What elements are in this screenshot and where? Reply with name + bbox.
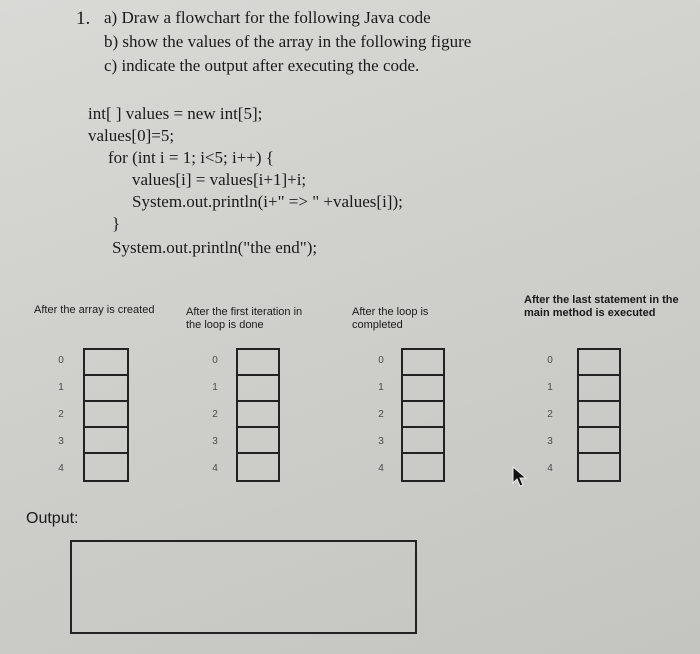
figure-1-index-4: 4 <box>58 463 64 474</box>
figure-1-caption: After the array is created <box>34 304 155 316</box>
figure-1-index-0: 0 <box>58 355 64 366</box>
figure-3-index-3: 3 <box>378 436 384 447</box>
figure-4-index-1: 1 <box>547 382 553 393</box>
array-cell <box>403 402 443 428</box>
array-cell <box>403 428 443 454</box>
figure-2-index-2: 2 <box>212 409 218 420</box>
array-cell <box>403 376 443 402</box>
array-cell <box>238 454 278 480</box>
figure-3-array <box>401 348 445 482</box>
array-cell <box>238 402 278 428</box>
array-cell <box>85 428 127 454</box>
figure-2-array <box>236 348 280 482</box>
array-cell <box>85 376 127 402</box>
code-line-1: int[ ] values = new int[5]; <box>88 104 263 123</box>
figure-4-index-3: 3 <box>547 436 553 447</box>
code-line-6: } <box>112 214 121 233</box>
figure-2-index-3: 3 <box>212 436 218 447</box>
question-part-c: c) indicate the output after executing the code. <box>104 56 420 75</box>
figure-4-index-0: 0 <box>547 355 553 366</box>
code-line-2: values[0]=5; <box>88 126 175 145</box>
question-part-a: a) Draw a flowchart for the following Java code <box>104 8 431 27</box>
mouse-cursor-icon <box>512 466 528 488</box>
figure-3-index-1: 1 <box>378 382 384 393</box>
figure-3-index-0: 0 <box>378 355 384 366</box>
array-cell <box>579 376 619 402</box>
figure-4-array <box>577 348 621 482</box>
array-cell <box>85 402 127 428</box>
code-line-7: System.out.println("the end"); <box>112 238 318 257</box>
figure-2-caption: After the first iteration in the loop is done <box>186 306 303 331</box>
figure-1-index-2: 2 <box>58 409 64 420</box>
figure-3-caption: After the loop is completed <box>352 306 429 331</box>
output-box <box>70 540 417 634</box>
array-cell <box>238 350 278 376</box>
array-cell <box>403 454 443 480</box>
figure-2-index-4: 4 <box>212 463 218 474</box>
output-label: Output: <box>26 510 79 527</box>
code-line-3: for (int i = 1; i<5; i++) { <box>108 148 274 167</box>
figure-1-array <box>83 348 129 482</box>
array-cell <box>403 350 443 376</box>
figure-1-index-1: 1 <box>58 382 64 393</box>
figure-3-index-2: 2 <box>378 409 384 420</box>
array-cell <box>579 350 619 376</box>
array-cell <box>238 376 278 402</box>
figure-2-index-0: 0 <box>212 355 218 366</box>
figure-4-index-4: 4 <box>547 463 553 474</box>
figure-3-index-4: 4 <box>378 463 384 474</box>
figure-4-caption: After the last statement in the main method is executed <box>524 294 679 319</box>
array-cell <box>579 428 619 454</box>
array-cell <box>85 350 127 376</box>
array-cell <box>579 454 619 480</box>
code-line-4: values[i] = values[i+1]+i; <box>132 170 307 189</box>
array-cell <box>85 454 127 480</box>
question-number: 1. <box>76 8 91 29</box>
figure-4-index-2: 2 <box>547 409 553 420</box>
figure-2-index-1: 1 <box>212 382 218 393</box>
code-line-5: System.out.println(i+" => " +values[i]); <box>132 192 403 211</box>
array-cell <box>238 428 278 454</box>
question-part-b: b) show the values of the array in the following figure <box>104 32 472 51</box>
array-cell <box>579 402 619 428</box>
figure-1-index-3: 3 <box>58 436 64 447</box>
